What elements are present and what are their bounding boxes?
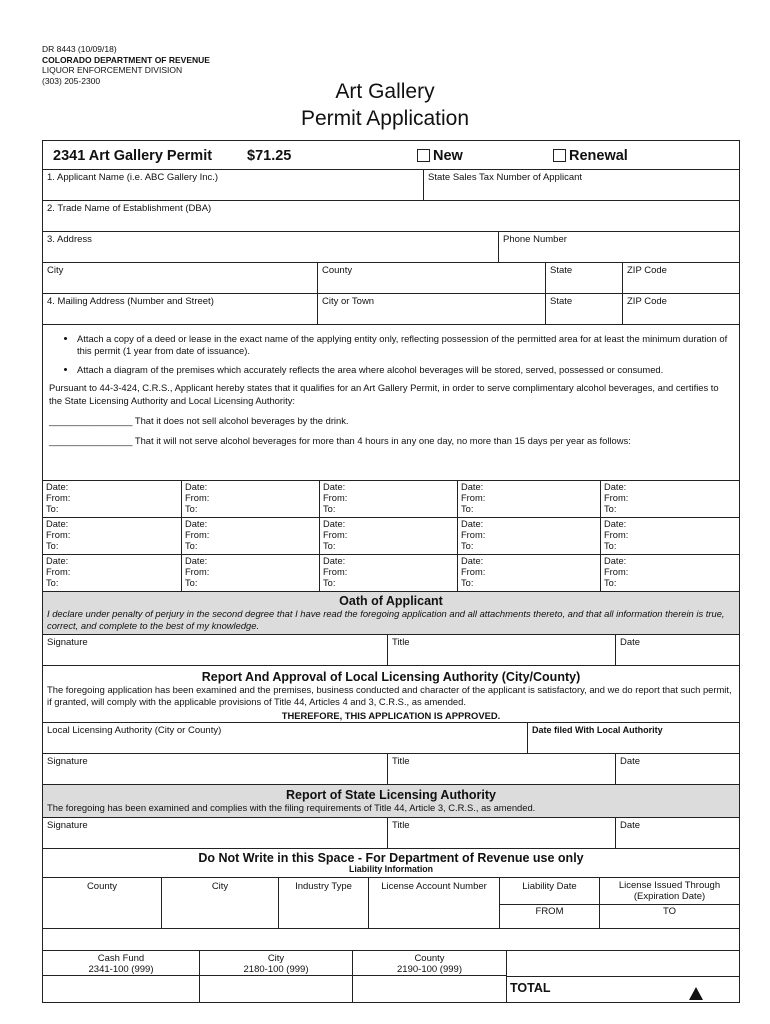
trade-name-label: 2. Trade Name of Establishment (DBA): [47, 203, 212, 214]
oath-signature-label: Signature: [47, 637, 88, 648]
service-date-label: Date:: [461, 482, 484, 492]
service-date-label: Date:: [604, 519, 627, 529]
state-title-field[interactable]: [387, 818, 615, 848]
application-form: [42, 140, 740, 1003]
renewal-option[interactable]: [549, 146, 632, 169]
attachment-deed: • Attach a copy of a deed or lease in the exact name of the applying entity only, reflecting possession of the permitted area for at least the minimum duration of this permit (1 year from date of issuance).: [77, 333, 733, 358]
office-use-section: [43, 849, 739, 951]
cash-fund: [43, 951, 199, 976]
service-to-label: To:: [461, 578, 474, 589]
new-checkbox[interactable]: [417, 149, 430, 162]
local-signature-field[interactable]: [43, 754, 387, 784]
service-date-cell[interactable]: [600, 518, 739, 555]
liability-info-title: Liability Information: [348, 864, 434, 874]
license-issued-label: License Issued Through (Expiration Date): [618, 880, 721, 902]
state-date-label: Date: [620, 820, 641, 831]
service-from-label: From:: [185, 567, 210, 578]
statement-hours[interactable]: ________________ That it will not serve alcohol beverages for more than 4 hours in any one day, no more than 15 days per year as follows:: [49, 435, 631, 447]
state-field[interactable]: [545, 263, 622, 293]
mailing-address-field[interactable]: [43, 294, 317, 324]
service-to-label: To:: [604, 578, 617, 589]
state-report-title: Report of State Licensing Authority: [286, 788, 496, 802]
county-field[interactable]: [317, 263, 545, 293]
triangle-marker-icon: [689, 987, 703, 1000]
page-title: [0, 75, 770, 132]
cash-fund-label: Cash Fund: [97, 953, 145, 964]
service-date-cell[interactable]: [457, 555, 600, 592]
service-to-label: To:: [185, 578, 198, 589]
state-date-field[interactable]: [615, 818, 739, 848]
address-field[interactable]: [43, 232, 498, 262]
mailing-row: [43, 294, 739, 325]
approval-statement: THEREFORE, THIS APPLICATION IS APPROVED.: [281, 709, 501, 721]
liability-city: [161, 878, 278, 928]
mailing-zip-label: ZIP Code: [627, 296, 667, 307]
city-town-label: City or Town: [322, 296, 375, 307]
attachment-list: [49, 333, 733, 376]
service-date-cell[interactable]: [43, 518, 181, 555]
county-fund: [352, 951, 506, 976]
applicant-name-label: 1. Applicant Name (i.e. ABC Gallery Inc.): [47, 172, 219, 183]
renewal-checkbox[interactable]: [553, 149, 566, 162]
service-from-label: From:: [461, 567, 486, 578]
date-filed-field[interactable]: [527, 723, 739, 753]
service-date-cell[interactable]: [600, 555, 739, 592]
fund-section: [43, 951, 739, 1002]
liability-from-label: FROM: [500, 904, 599, 917]
liability-grid: [43, 877, 739, 929]
local-signature-label: Signature: [47, 756, 88, 767]
zip-label: ZIP Code: [627, 265, 667, 276]
service-date-label: Date:: [185, 519, 208, 529]
applicant-row: [43, 170, 739, 201]
industry-type-label: Industry Type: [295, 881, 352, 892]
liability-industry-type: [278, 878, 368, 928]
renewal-label: Renewal: [569, 148, 628, 164]
service-date-label: Date:: [461, 556, 484, 566]
service-from-label: From:: [604, 530, 629, 541]
license-to-label: TO: [600, 904, 739, 917]
service-date-label: Date:: [46, 482, 69, 492]
city-fund-amount[interactable]: [199, 976, 352, 1002]
mailing-zip-field[interactable]: [622, 294, 739, 324]
oath-text: I declare under penalty of perjury in the second degree that I have read the foregoing application and all attachments thereto, and that all information therein is true, correct, and complete to the best of my knowledge.: [47, 608, 725, 631]
state-title-label: Title: [392, 820, 410, 831]
service-to-label: To:: [185, 504, 198, 515]
service-to-label: To:: [46, 578, 59, 589]
oath-title: Oath of Applicant: [339, 594, 443, 608]
city-label: City: [47, 265, 64, 276]
attachment-diagram: • Attach a diagram of the premises which accurately reflects the area where alcohol beverages will be stored, served, possessed or consumed.: [77, 364, 733, 376]
service-date-label: Date:: [185, 556, 208, 566]
permit-code: 2341 Art Gallery Permit: [53, 148, 213, 164]
service-to-label: To:: [185, 541, 198, 552]
local-date-field[interactable]: [615, 754, 739, 784]
service-date-cell[interactable]: [319, 518, 457, 555]
local-title-field[interactable]: [387, 754, 615, 784]
service-date-cell[interactable]: [181, 518, 319, 555]
service-from-label: From:: [323, 567, 348, 578]
service-date-label: Date:: [323, 556, 346, 566]
local-date-label: Date: [620, 756, 641, 767]
address-label: 3. Address: [47, 234, 92, 245]
city-fund-code: 2180-100 (999): [243, 964, 309, 975]
office-use-title: Do Not Write in this Space - For Department of Revenue use only: [198, 851, 584, 865]
service-from-label: From:: [461, 530, 486, 541]
service-date-label: Date:: [323, 519, 346, 529]
city-field[interactable]: [43, 263, 317, 293]
fund-amount-cell[interactable]: [506, 951, 739, 976]
service-to-label: To:: [604, 504, 617, 515]
service-from-label: From:: [46, 493, 71, 504]
license-account-label: License Account Number: [381, 881, 487, 892]
license-issued-through: [599, 878, 739, 928]
local-signature-row: [43, 754, 739, 785]
state-signature-label: Signature: [47, 820, 88, 831]
permit-row: [43, 141, 739, 170]
service-to-label: To:: [323, 541, 336, 552]
liability-account-number: [368, 878, 499, 928]
service-date-label: Date:: [46, 556, 69, 566]
service-from-label: From:: [46, 530, 71, 541]
service-date-label: Date:: [604, 482, 627, 492]
service-from-label: From:: [46, 567, 71, 578]
state-signature-row: [43, 818, 739, 849]
division-name: LIQUOR ENFORCEMENT DIVISION: [42, 65, 183, 75]
service-date-cell[interactable]: [181, 481, 319, 518]
service-to-label: To:: [46, 541, 59, 552]
date-filed-label: Date filed With Local Authority: [532, 725, 663, 735]
liability-county: [43, 878, 161, 928]
sales-tax-field[interactable]: [423, 170, 739, 200]
service-to-label: To:: [323, 578, 336, 589]
service-to-label: To:: [46, 504, 59, 515]
division-phone: (303) 205-2300: [42, 75, 101, 86]
state-report-text: The foregoing has been examined and complies with the filing requirements of Title 44, Article 3, C.R.S., as amended.: [47, 802, 536, 813]
service-date-label: Date:: [185, 482, 208, 492]
service-to-label: To:: [323, 504, 336, 515]
service-date-cell[interactable]: [319, 481, 457, 518]
instructions-block: [43, 325, 739, 481]
service-date-cell[interactable]: [600, 481, 739, 518]
phone-label: Phone Number: [503, 234, 567, 245]
address-row: [43, 232, 739, 263]
service-date-cell[interactable]: [319, 555, 457, 592]
city-town-field[interactable]: [317, 294, 545, 324]
oath-title-label: Title: [392, 637, 410, 648]
new-option[interactable]: [413, 146, 467, 169]
oath-title-field[interactable]: [387, 635, 615, 665]
phone-field[interactable]: [498, 232, 739, 262]
oath-date-field[interactable]: [615, 635, 739, 665]
service-from-label: From:: [604, 493, 629, 504]
service-date-cell[interactable]: [43, 481, 181, 518]
city-fund: [199, 951, 352, 976]
service-from-label: From:: [461, 493, 486, 504]
service-from-label: From:: [323, 530, 348, 541]
date-grid: [43, 481, 739, 592]
local-report-title: Report And Approval of Local Licensing Authority (City/County): [201, 670, 581, 684]
title-line-1: Art Gallery: [335, 80, 435, 103]
service-to-label: To:: [461, 504, 474, 515]
local-report-text: The foregoing application has been examined and the premises, business conducted and character of the applicant is satisfactory, and we do report that such permit, if granted, will comply with the applicable provisions of Title 44, Articles 4 and 3, C.R.S., as amended.: [47, 684, 732, 707]
state-signature-field[interactable]: [43, 818, 387, 848]
service-from-label: From:: [323, 493, 348, 504]
liability-date-label: Liability Date: [522, 881, 577, 892]
service-from-label: From:: [185, 530, 210, 541]
service-date-cell[interactable]: [457, 518, 600, 555]
cash-fund-code: 2341-100 (999): [88, 964, 154, 975]
service-date-label: Date:: [604, 556, 627, 566]
local-title-label: Title: [392, 756, 410, 767]
service-date-label: Date:: [323, 482, 346, 492]
applicant-name-field[interactable]: [43, 170, 423, 200]
oath-signature-field[interactable]: [43, 635, 387, 665]
county-fund-label: County: [414, 953, 445, 964]
title-line-2: Permit Application: [300, 107, 470, 130]
state-report-section: [43, 785, 739, 818]
county-label: County: [322, 265, 353, 276]
mailing-state-label: State: [550, 296, 573, 307]
city-fund-label: City: [267, 953, 285, 964]
service-date-label: Date:: [461, 519, 484, 529]
new-label: New: [433, 148, 463, 164]
trade-name-row: [43, 201, 739, 232]
liability-date: [499, 878, 599, 928]
liability-county-label: County: [86, 881, 118, 892]
sales-tax-label: State Sales Tax Number of Applicant: [428, 172, 583, 183]
total-label: TOTAL: [510, 981, 551, 995]
zip-field[interactable]: [622, 263, 739, 293]
liability-city-label: City: [211, 881, 229, 892]
local-authority-label: Local Licensing Authority (City or County): [47, 725, 222, 736]
service-from-label: From:: [185, 493, 210, 504]
statement-no-sale[interactable]: ________________ That it does not sell alcohol beverages by the drink.: [49, 415, 349, 427]
county-fund-amount[interactable]: [352, 976, 506, 1002]
service-dates-grid: [43, 481, 739, 592]
oath-date-label: Date: [620, 637, 641, 648]
department-name: COLORADO DEPARTMENT OF REVENUE: [42, 54, 210, 65]
service-to-label: To:: [604, 541, 617, 552]
local-authority-row: [43, 723, 739, 754]
service-date-cell[interactable]: [181, 555, 319, 592]
city-row: [43, 263, 739, 294]
local-report-section: [43, 666, 739, 723]
total-cell[interactable]: [506, 976, 739, 1002]
oath-section: [43, 592, 739, 635]
local-authority-field[interactable]: [43, 723, 527, 753]
service-to-label: To:: [461, 541, 474, 552]
form-number: DR 8443 (10/09/18): [42, 44, 117, 54]
trade-name-field[interactable]: [43, 201, 739, 231]
county-fund-code: 2190-100 (999): [397, 964, 462, 975]
service-date-cell[interactable]: [457, 481, 600, 518]
pursuant-statement: Pursuant to 44-3-424, C.R.S., Applicant hereby states that it qualifies for an Art Gallery Permit, in order to serve complimentary alcohol beverages, and certifies to the State Licensing Authority and Local Licensing Authority:: [49, 382, 719, 406]
state-label: State: [550, 265, 573, 276]
permit-fee: $71.25: [247, 148, 292, 164]
oath-signature-row: [43, 635, 739, 666]
mailing-address-label: 4. Mailing Address (Number and Street): [47, 296, 214, 307]
service-date-cell[interactable]: [43, 555, 181, 592]
service-date-label: Date:: [46, 519, 69, 529]
service-from-label: From:: [604, 567, 629, 578]
mailing-state-field[interactable]: [545, 294, 622, 324]
